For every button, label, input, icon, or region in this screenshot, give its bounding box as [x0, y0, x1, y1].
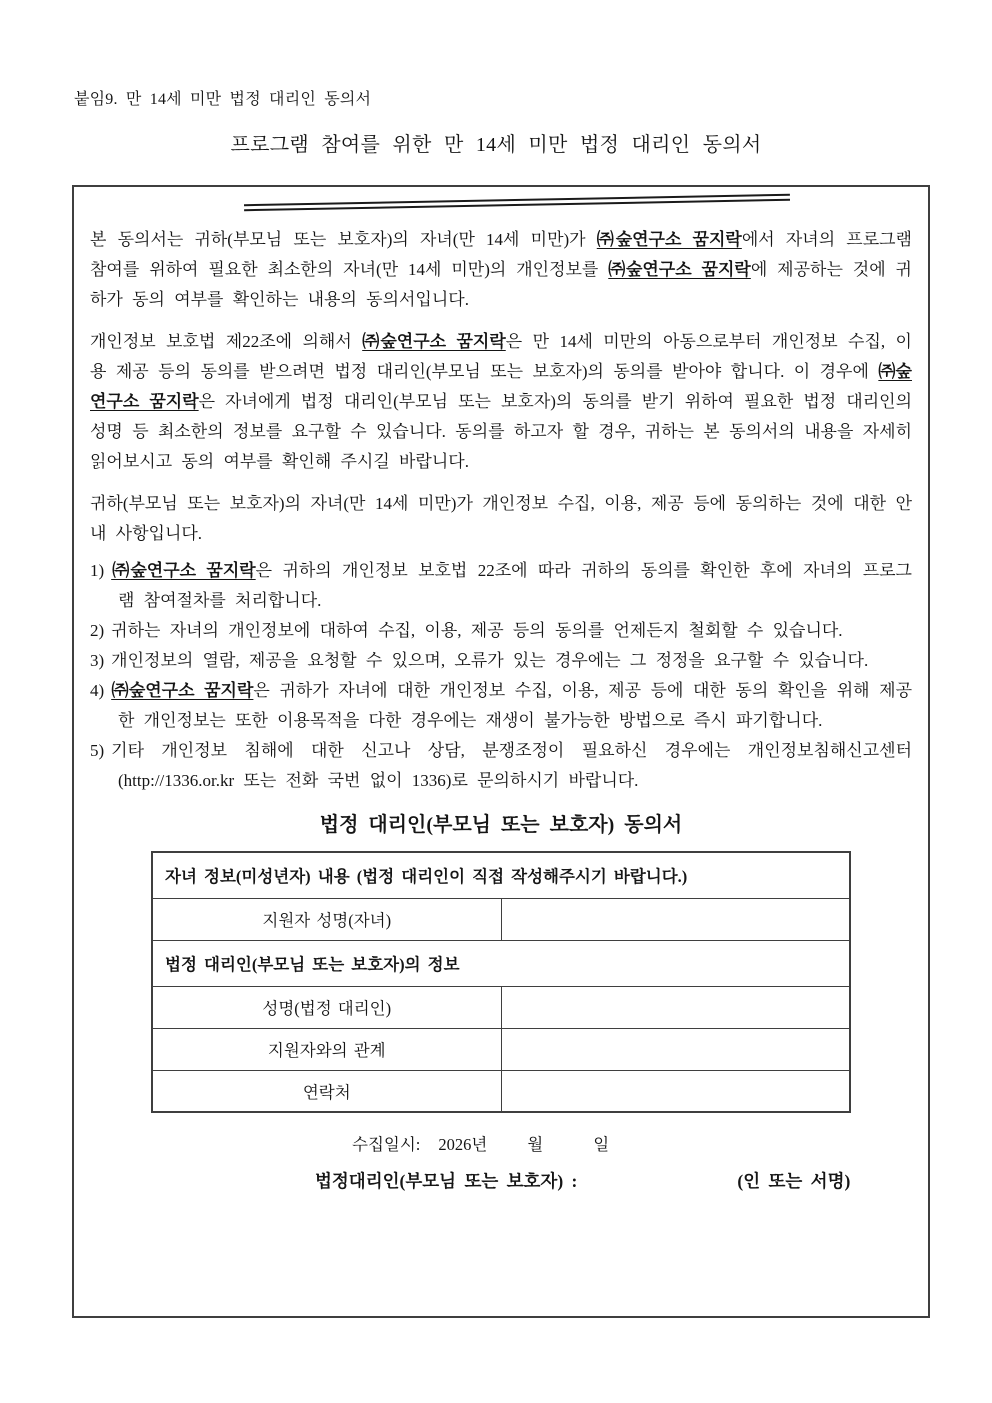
list-item-5: [90, 736, 912, 796]
text-run: 개인정보 보호법 제22조에 의해서: [90, 332, 363, 351]
list-item-4: [90, 676, 912, 736]
child-name-label: 지원자 성명(자녀): [152, 898, 501, 940]
list-item-marker: 3): [90, 651, 105, 670]
org-name: ㈜숲연구소 꿈지락: [90, 362, 912, 411]
guardian-consent-title: 법정 대리인(부모님 또는 보호자) 동의서: [319, 814, 683, 836]
table-row: [152, 1070, 850, 1112]
intro-paragraph-1: [90, 225, 912, 315]
guardian-signature-label: 법정대리인(부모님 또는 보호자) :: [315, 1171, 578, 1191]
text-run: 은 귀하가 자녀에 대한 개인정보 수집, 이용, 제공 등에 대한 동의 확인을 위해 제공한 개인정보는 또한 이용목적을 다한 경우에는 재생이 불가능한 방법으로 즉시 파기합니다.: [118, 681, 912, 730]
text-run: 개인정보의 열람, 제공을 요청할 수 있으며, 오류가 있는 경우에는 그 정정을 요구할 수 있습니다.: [111, 651, 869, 670]
table-row: [152, 1028, 850, 1070]
text-run: 기타 개인정보 침해에 대한 신고나 상담, 분쟁조정이 필요하신 경우에는 개인정보침해신고센터 (http://1336.or.kr 또는 전화 국번 없이 1336)로 문의하시기 바랍니다.: [111, 741, 912, 790]
list-item-3: [90, 646, 912, 676]
table-row: [152, 940, 850, 986]
attachment-label: 붙임9. 만 14세 미만 법정 대리인 동의서: [74, 91, 372, 108]
date-month: 월: [527, 1135, 544, 1154]
relationship-label: 지원자와의 관계: [152, 1028, 501, 1070]
org-name: ㈜숲연구소 꿈지락: [111, 681, 254, 700]
child-name-field[interactable]: [501, 898, 850, 940]
list-item-1: [90, 556, 912, 616]
list-item-2: [90, 616, 912, 646]
guardian-name-field[interactable]: [501, 986, 850, 1028]
table-row: [152, 986, 850, 1028]
text-run: 에 제공하는 것에 귀하가 동의 여부를 확인하는 내용의 동의서입니다.: [90, 260, 912, 309]
decorative-double-rule: [244, 194, 790, 211]
guardian-info-header-cell: 법정 대리인(부모님 또는 보호자)의 정보: [152, 940, 850, 986]
list-item-marker: 2): [90, 621, 105, 640]
list-item-marker: 5): [90, 741, 105, 760]
child-info-header-cell: 자녀 정보(미성년자) 내용 (법정 대리인이 직접 작성해주시기 바랍니다.): [152, 852, 850, 898]
page-title: 프로그램 참여를 위한 만 14세 미만 법정 대리인 동의서: [230, 134, 762, 156]
relationship-field[interactable]: [501, 1028, 850, 1070]
list-item-marker: 1): [90, 561, 105, 580]
text-run: 귀하는 자녀의 개인정보에 대하여 수집, 이용, 제공 등의 동의를 언제든지 철회할 수 있습니다.: [111, 621, 843, 640]
text-run: 은 만 14세 미만의 아동으로부터 개인정보 수집, 이용 제공 등의 동의를 받으려면 법정 대리인(부모님 또는 보호자)의 동의를 받아야 합니다. 이 경우에: [90, 332, 912, 381]
text-run: 귀하(부모님 또는 보호자)의 자녀(만 14세 미만)가 개인정보 수집, 이용, 제공 등에 동의하는 것에 대한 안내 사항입니다.: [90, 494, 912, 543]
org-name: ㈜숲연구소 꿈지락: [362, 332, 506, 351]
date-label: 수집일시:: [352, 1135, 421, 1154]
contact-field[interactable]: [501, 1070, 850, 1112]
date-year: 2026년: [438, 1135, 488, 1154]
text-run: 본 동의서는 귀하(부모님 또는 보호자)의 자녀(만 14세 미만)가: [90, 230, 597, 249]
text-run: 에서 자녀의 프로그램 참여를 위하여 필요한 최소한의 자녀(만 14세 미만)의 개인정보를: [90, 230, 912, 279]
org-name: ㈜숲연구소 꿈지락: [111, 561, 256, 580]
table-row: [152, 852, 850, 898]
text-run: 은 자녀에게 법정 대리인(부모님 또는 보호자)의 동의를 받기 위하여 필요한 법정 대리인의 성명 등 최소한의 정보를 요구할 수 있습니다. 동의를 하고자 할 경우, 귀하는 본 동의서의 내용을 자세히 읽어보시고 동의 여부를 확인해 주시길 바랍니다.: [90, 392, 912, 471]
list-item-marker: 4): [90, 681, 105, 700]
org-name: ㈜숲연구소 꿈지락: [596, 230, 742, 249]
intro-paragraph-2: [90, 327, 912, 477]
seal-or-signature-label: (인 또는 서명): [737, 1171, 851, 1191]
consent-table: [151, 851, 851, 1113]
guardian-name-label: 성명(법정 대리인): [152, 986, 501, 1028]
text-run: 은 귀하의 개인정보 보호법 22조에 따라 귀하의 동의를 확인한 후에 자녀의 프로그램 참여절차를 처리합니다.: [118, 561, 912, 610]
org-name: ㈜숲연구소 꿈지락: [608, 260, 751, 279]
consent-form-box: [72, 185, 930, 1318]
intro-paragraph-3: [90, 489, 912, 549]
table-row: [152, 898, 850, 940]
signature-line: [90, 1168, 912, 1193]
contact-label: 연락처: [152, 1070, 501, 1112]
date-day: 일: [593, 1135, 610, 1154]
collection-date-line: [90, 1131, 912, 1155]
